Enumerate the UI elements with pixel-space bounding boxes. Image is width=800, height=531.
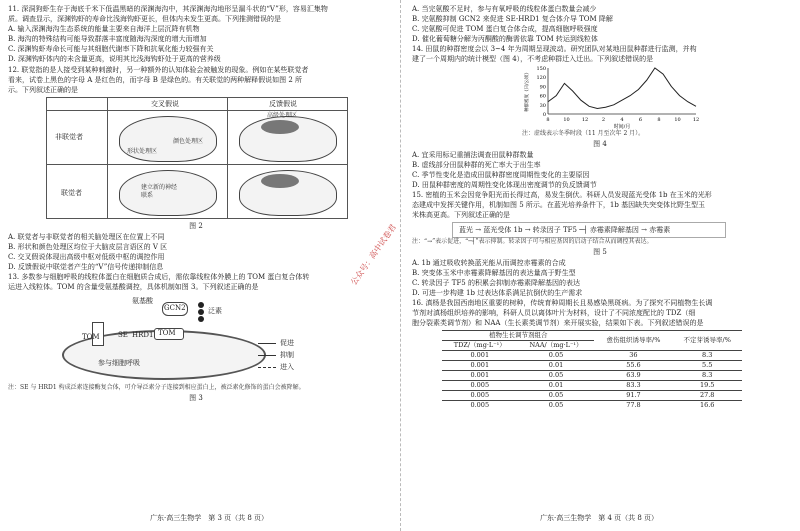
table-cell: 0.005 [442,381,518,391]
table-cell: 16.6 [672,401,742,411]
text-line: 14. 田鼠的种群密度会以 3~4 年为周期呈现波动。研究团队对某地田鼠种群进行监测，并构 [412,45,697,53]
right-page [412,4,788,410]
table-cell: 63.9 [594,371,672,381]
table-cell: 5.5 [672,361,742,371]
right-footer: 广东·高三生物学 第 4 页（共 8 页） [540,514,659,522]
fig2-col-feedback: 反馈假说 [269,100,297,108]
table-cell: 91.7 [594,391,672,401]
left-footer: 广东·高三生物学 第 3 页（共 8 页） [150,514,269,522]
text-line: B. 虚线部分田鼠种群的死亡率大于出生率 [412,161,541,169]
table-row [442,381,742,391]
x-tick-label: 6 [638,117,643,123]
fig3-mito: 参与细胞呼吸 [98,359,140,367]
x-tick-label: 12 [692,117,700,123]
page-divider [400,0,401,531]
watermark-stamp: 公众号：高中试卷君 [349,222,398,287]
text-line: D. 田鼠种群密度的周期性变化体现出密度调节的负反馈调节 [412,181,597,189]
fig3-legend-promote: 促进 [280,339,294,347]
fig3-tom: TOM [158,329,176,337]
ubiquitin-icon [198,316,204,322]
text-line: A. 联觉者与非联觉者的相关脑处理区在位置上不同 [8,233,165,241]
text-line: B. 突变体玉米中赤霉素降解基因的表达量高于野生型 [412,269,576,277]
fig2-row-syn: 联觉者 [61,189,82,197]
text-line: 13. 多数参与细胞呼吸的线粒体蛋白在细胞质合成后，需依靠线粒体外膜上的 TOM 蛋白复合体转 [8,273,310,281]
text-line: A. 1b 通过吸收转换蓝光能从而调控赤霉素的合成 [412,259,566,267]
x-tick-label: 12 [581,117,589,123]
fig3-legend-inhibit: 抑制 [280,351,294,359]
table-row [442,401,742,411]
table-cell: 0.01 [518,361,595,371]
series-line [548,68,696,108]
text-line: C. 深渊钩虾寿命长可能与其细胞代谢率下降和抗氧化能力较强有关 [8,45,214,53]
text-line: D. 反馈假说中联觉者产生的“V”信号传递抑制信息 [8,263,164,271]
table-header: NAA/（mg·L⁻¹） [518,341,595,351]
x-tick-label: 8 [546,117,550,123]
question-16 [412,298,788,328]
fig2-row-non: 非联觉者 [55,133,83,141]
table-cell: 0.001 [442,361,518,371]
y-tick-label: 90 [539,84,546,91]
fig2-col-cross: 交叉假说 [151,100,179,108]
table-cell: 0.05 [518,371,595,381]
table-header: 不定芽诱导率/% [672,331,742,351]
fig3-legend-enter: 进入 [280,363,294,371]
text-line: C. 完氨酸可促进 TOM 蛋白复合体合成，提高细胞呼吸强度 [412,25,598,33]
question-12 [8,65,384,95]
text-line: C. 季节性变化是造成田鼠种群密度周期性变化的主要原因 [412,171,590,179]
fig3-aa: 氨基酸 [132,297,153,305]
table-cell: 0.05 [518,401,595,411]
fig3-ubiquitin: 泛素 [208,307,222,315]
text-line: 12. 联觉指的是人接受到某种刺激时，另一种额外的认知体验会被触发的现象。例如在某些联觉者 [8,66,309,74]
y-tick-label: 120 [536,75,546,82]
table-cell: 0.05 [518,351,595,361]
fig3-tom-left: TOM [82,333,100,341]
fig5-chain: 蓝光 → 蓝光受体 1b → 转录因子 TF5 ─┤ 赤霉素降解基因 → 赤霉素 [459,226,671,234]
question-11 [8,4,384,64]
table-cell: 8.3 [672,351,742,361]
text-line: C. 交叉假说体现出高级中枢对低级中枢的调控作用 [8,253,165,261]
figure-4-caption: 图 4 [593,140,607,148]
figure-3 [58,294,328,382]
results-table [442,330,742,410]
question-14-options [412,150,788,190]
x-tick-label: 10 [674,117,681,123]
population-chart [522,64,702,130]
x-axis-label: 时间/月 [613,124,631,130]
text-line: D. 可进一步构建 1b 过表达体系满足抗倒伏的生产需求 [412,289,583,297]
y-tick-label: 30 [539,102,546,109]
figure-5 [452,222,726,238]
table-cell: 0.005 [442,401,518,411]
table-row [442,351,742,361]
table-header: TDZ/（mg·L⁻¹） [442,341,518,351]
fig2-label-high: 高级处理区 [267,112,298,119]
question-13-options [412,4,788,44]
text-line: C. 转录因子 TF5 的积累会抑制赤霉素降解基因的表达 [412,279,580,287]
table-cell: 0.005 [442,391,518,401]
fig2-label-new: 建立新的神经联系 [141,184,178,199]
table-group-header: 植物生长调节剂组合 [442,331,594,341]
figure-2 [46,97,348,219]
text-line: 示。下列叙述正确的是 [8,86,78,94]
text-line: B. 海沟的特殊结构可能导致群落丰富度随海沟深度的增大而增加 [8,35,207,43]
table-cell: 0.001 [442,351,518,361]
table-cell: 0.05 [518,391,595,401]
figure-3-caption: 图 3 [189,394,203,402]
table-row [442,371,742,381]
text-line: 16. 滇杨是我国西南地区重要的树种，传统育种周期长且易感染黑斑病。为了探究不同植物生长调 [412,299,713,307]
text-line: 胞分裂素类调节剂）和 NAA（生长素类调节剂）来开展实验，结果如下表。下列叙述错误的是 [412,319,704,327]
fig2-label-shape: 形状处理区 [127,148,158,155]
text-line: D. 催化葡萄糖分解为丙酮酸的酶需依靠 TOM 转运到线粒体 [412,35,598,43]
table-header: 愈伤组织诱导率/% [594,331,672,351]
text-line: 运进入线粒体。TOM 的含量受氨基酸调控，具体机制如图 3。下列叙述正确的是 [8,283,259,291]
text-line: B. 完氨酸抑制 GCN2 来促进 SE-HRD1 复合体介导 TOM 降解 [412,15,613,23]
text-line: A. 输入深渊海沟生态系统的能量主要来自海洋上层沉降有机物 [8,25,200,33]
table-cell: 0.01 [518,381,595,391]
figure-4-note: 注：虚线表示冬季时段（11 月至次年 2 月）。 [522,130,645,137]
text-line: D. 深渊钩虾体内的未含量更高，说明其比浅海钩虾处于更高的营养级 [8,55,221,63]
figure-5-note: 注：“→”表示促进，“─┤”表示抑制。转录因子可与相应基因的启动子结合从而调控其表达。 [412,238,653,245]
text-line: 质。调查显示，深渊钩虾的寿命比浅海钩虾更长，但体内未发生更高。下列推测错误的是 [8,15,281,23]
question-15 [412,190,788,220]
text-line: 建了一个周期内的统计模型（图 4），不考虑种群迁入迁出。下列叙述错误的是 [412,55,654,63]
table-cell: 19.5 [672,381,742,391]
text-line: 看来，试卷上黑色的字母 A 是红色的，而字母 B 是绿色的。有关联觉的两种解释假说如图 2 所 [8,76,303,84]
fig3-se: SE [118,331,128,339]
table-row [442,391,742,401]
y-tick-label: 150 [536,66,546,72]
question-12-options [8,232,384,272]
y-tick-label: 0 [542,112,546,118]
text-line: 米株高更高。下列叙述正确的是 [412,211,510,219]
table-cell: 27.8 [672,391,742,401]
table-cell: 83.3 [594,381,672,391]
figure-4 [522,64,702,130]
left-page [8,4,384,404]
text-line: 11. 深洞狗虾生存于海底千米下低温黑暗的深渊海沟中，其深渊海沟地形呈漏斗状的“V”形，容易汇集物 [8,5,328,13]
figure-3-note: 注：SE 与 HRD1 构成泛素连接酶复合体，可介导泛素分子连接到相应蛋白上，被泛素化修饰的蛋白会被降解。 [8,384,305,391]
y-axis-label: 种群密度（只/公顷） [525,69,530,113]
figure-5-caption: 图 5 [593,248,607,256]
x-tick-label: 2 [601,117,606,123]
table-row [442,361,742,371]
text-line: A. 宜采用标记重捕法调查田鼠种群数量 [412,151,534,159]
table-cell: 0.001 [442,371,518,381]
question-15-options [412,258,788,298]
question-14 [412,44,788,64]
y-tick-label: 60 [539,93,546,100]
table-cell: 36 [594,351,672,361]
fig2-label-color: 颜色处理区 [173,138,204,145]
table-cell: 77.8 [594,401,672,411]
x-tick-label: 10 [563,117,570,123]
question-13 [8,272,384,292]
fig3-gcn2: GCN2 [164,304,186,312]
fig3-hrd1: HRD1 [132,331,154,339]
figure-2-caption: 图 2 [189,222,203,230]
table-cell: 8.3 [672,371,742,381]
text-line: 态建成中发挥关键作用，机制如图 5 所示。在蓝光培养条件下，1b 基因缺失突变体比野生型玉 [412,201,706,209]
text-line: 节剂对滇杨组织培养的影响，科研人员以离体叶片为材料，设计了不同浓度配比的 TDZ（细 [412,309,696,317]
text-line: B. 形状和颜色处理区均位于大脑皮层言语区的 V 区 [8,243,168,251]
x-tick-label: 4 [620,117,624,123]
x-tick-label: 8 [657,117,661,123]
text-line: A. 当完氨酸不足时，参与有氧呼吸的线粒体蛋白数量会减少 [412,5,597,13]
text-line: 15. 密植的玉米会因竞争阳光而长得过高，易发生倒伏。科研人员发现蓝光受体 1b 在玉米的光形 [412,191,712,199]
table-cell: 55.6 [594,361,672,371]
